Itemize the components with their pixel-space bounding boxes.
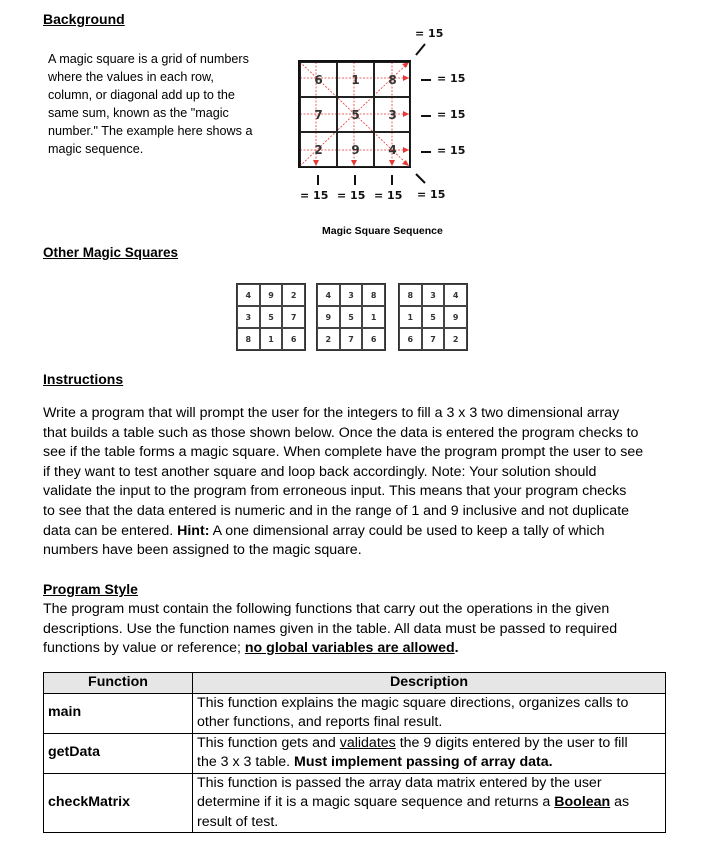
instructions-body <box>43 404 723 561</box>
function-name: main <box>44 693 193 733</box>
program-style-heading: Program Style <box>43 581 138 597</box>
text: This function gets and <box>197 734 340 751</box>
diagonal-sum-label: = 15 <box>415 27 444 40</box>
description-line: This function explains the magic square directions, organizes calls to <box>197 694 629 711</box>
emphasis-text: Must implement passing of array data. <box>294 754 553 770</box>
grid-cell: 7 <box>300 97 337 132</box>
emphasis-text: Boolean <box>554 794 611 810</box>
row-sum-dash <box>421 151 431 153</box>
grid-cell: 3 <box>340 284 363 306</box>
program-style-line: The program must contain the following functions that carry out the operations in the given <box>43 601 610 617</box>
grid-cell: 8 <box>237 328 260 350</box>
grid-cell: 4 <box>444 284 467 306</box>
background-line: number." The example here shows a <box>48 124 253 138</box>
col-sum-label: = 15 <box>337 189 366 202</box>
grid-cell: 9 <box>337 132 374 167</box>
grid-cell: 2 <box>300 132 337 167</box>
function-description <box>193 733 666 773</box>
description-line: other functions, and reports final result. <box>197 714 443 730</box>
diagonal-sum-label: = 15 <box>417 188 446 201</box>
table-row <box>44 733 666 773</box>
grid-cell: 1 <box>260 328 283 350</box>
magic-square-example <box>316 283 386 351</box>
grid-cell: 6 <box>362 328 385 350</box>
text: . <box>454 640 459 657</box>
grid-cell: 1 <box>362 306 385 328</box>
table-row <box>44 773 666 833</box>
grid-cell: 7 <box>282 306 305 328</box>
magic-square-example <box>236 283 306 351</box>
grid-cell: 6 <box>300 62 337 97</box>
grid-cell: 8 <box>362 284 385 306</box>
text: data can be entered. <box>43 522 178 539</box>
grid-cell: 5 <box>260 306 283 328</box>
instructions-line: validate the input to the program from erroneous input. This means that your program checks <box>43 483 627 500</box>
column-header-function: Function <box>44 673 193 694</box>
row-sum-dash <box>421 115 431 117</box>
instructions-line: to see that the data entered is numeric and in the range of 1 and 9 inclusive and not duplicate <box>43 502 630 519</box>
grid-cell: 5 <box>337 97 374 132</box>
grid-cell: 8 <box>399 284 422 306</box>
instructions-line: if they want to test another square and loop back accordingly. Note: Your solution should <box>43 463 597 480</box>
col-sum-label: = 15 <box>300 189 329 202</box>
magic-square-grid <box>298 60 411 168</box>
background-heading: Background <box>43 11 125 27</box>
row-sum-dash <box>421 79 431 81</box>
other-squares-heading: Other Magic Squares <box>43 245 179 260</box>
background-line: column, or diagonal add up to the <box>48 88 235 102</box>
emphasis-text: validates <box>339 734 396 751</box>
grid-cell: 4 <box>317 284 340 306</box>
grid-cell: 7 <box>340 328 363 350</box>
instructions-line <box>43 522 723 542</box>
instructions-line: numbers have been assigned to the magic square. <box>43 542 362 559</box>
col-sum-bar <box>317 175 319 185</box>
grid-cell: 2 <box>317 328 340 350</box>
grid-cell: 3 <box>237 306 260 328</box>
function-description <box>193 693 666 733</box>
description-line <box>197 753 661 773</box>
col-sum-label: = 15 <box>374 189 403 202</box>
grid-cell: 5 <box>340 306 363 328</box>
text: determine if it is a magic square sequence and returns a <box>197 794 555 810</box>
function-name: checkMatrix <box>44 773 193 833</box>
grid-cell: 6 <box>282 328 305 350</box>
emphasis-text: no global variables are allowed <box>244 640 455 657</box>
table-row <box>44 693 666 733</box>
magic-square-example <box>398 283 468 351</box>
col-sum-bar <box>354 175 356 185</box>
diagonal-tick-icon <box>415 42 427 56</box>
grid-cell: 4 <box>237 284 260 306</box>
grid-cell: 6 <box>399 328 422 350</box>
background-line: where the values in each row, <box>48 70 214 84</box>
row-sum-label: = 15 <box>437 72 466 85</box>
program-style-body <box>43 600 723 659</box>
grid-cell: 9 <box>444 306 467 328</box>
instructions-line: see if the table forms a magic square. When complete have the program prompt the user to see <box>43 444 644 461</box>
diagram-caption: Magic Square Sequence <box>322 225 443 237</box>
grid-cell: 1 <box>337 62 374 97</box>
description-line: result of test. <box>197 813 279 830</box>
hint-label: Hint: <box>177 522 210 539</box>
row-sum-label: = 15 <box>437 108 466 121</box>
instructions-heading: Instructions <box>43 371 124 387</box>
grid-cell: 3 <box>374 97 411 132</box>
background-line: magic sequence. <box>48 142 144 156</box>
text: as <box>610 794 630 810</box>
grid-cell: 5 <box>422 306 445 328</box>
instructions-line: that builds a table such as those shown below. Once the data is entered the program checks to <box>43 424 639 441</box>
col-sum-bar <box>391 175 393 185</box>
grid-cell: 1 <box>399 306 422 328</box>
background-text <box>48 50 252 158</box>
grid-cell: 9 <box>317 306 340 328</box>
function-table <box>43 672 666 833</box>
instructions-line: Write a program that will prompt the user for the integers to fill a 3 x 3 two dimensional array <box>43 405 620 421</box>
grid-cell: 8 <box>374 62 411 97</box>
grid-cell: 2 <box>282 284 305 306</box>
diagonal-tick-icon <box>415 173 427 185</box>
text: A one dimensional array could be used to keep a tally of which <box>209 522 605 539</box>
table-header-row <box>44 673 666 694</box>
function-description <box>193 773 666 833</box>
grid-cell: 9 <box>260 284 283 306</box>
grid-cell: 3 <box>422 284 445 306</box>
description-line: This function is passed the array data matrix entered by the user <box>197 774 602 791</box>
grid-cell: 4 <box>374 132 411 167</box>
background-line: A magic square is a grid of numbers <box>48 52 249 66</box>
background-line: same sum, known as the "magic <box>48 106 229 120</box>
description-line <box>197 734 661 754</box>
description-line <box>197 793 661 813</box>
text: the 3 x 3 table. <box>197 754 295 770</box>
column-header-description: Description <box>193 673 666 694</box>
program-style-line <box>43 639 723 659</box>
function-name: getData <box>44 733 193 773</box>
grid-cell: 2 <box>444 328 467 350</box>
grid-cell: 7 <box>422 328 445 350</box>
program-style-line: descriptions. Use the function names given in the table. All data must be passed to required <box>43 620 618 637</box>
text: functions by value or reference; <box>43 640 245 657</box>
row-sum-label: = 15 <box>437 144 466 157</box>
text: the 9 digits entered by the user to fill <box>395 734 628 751</box>
